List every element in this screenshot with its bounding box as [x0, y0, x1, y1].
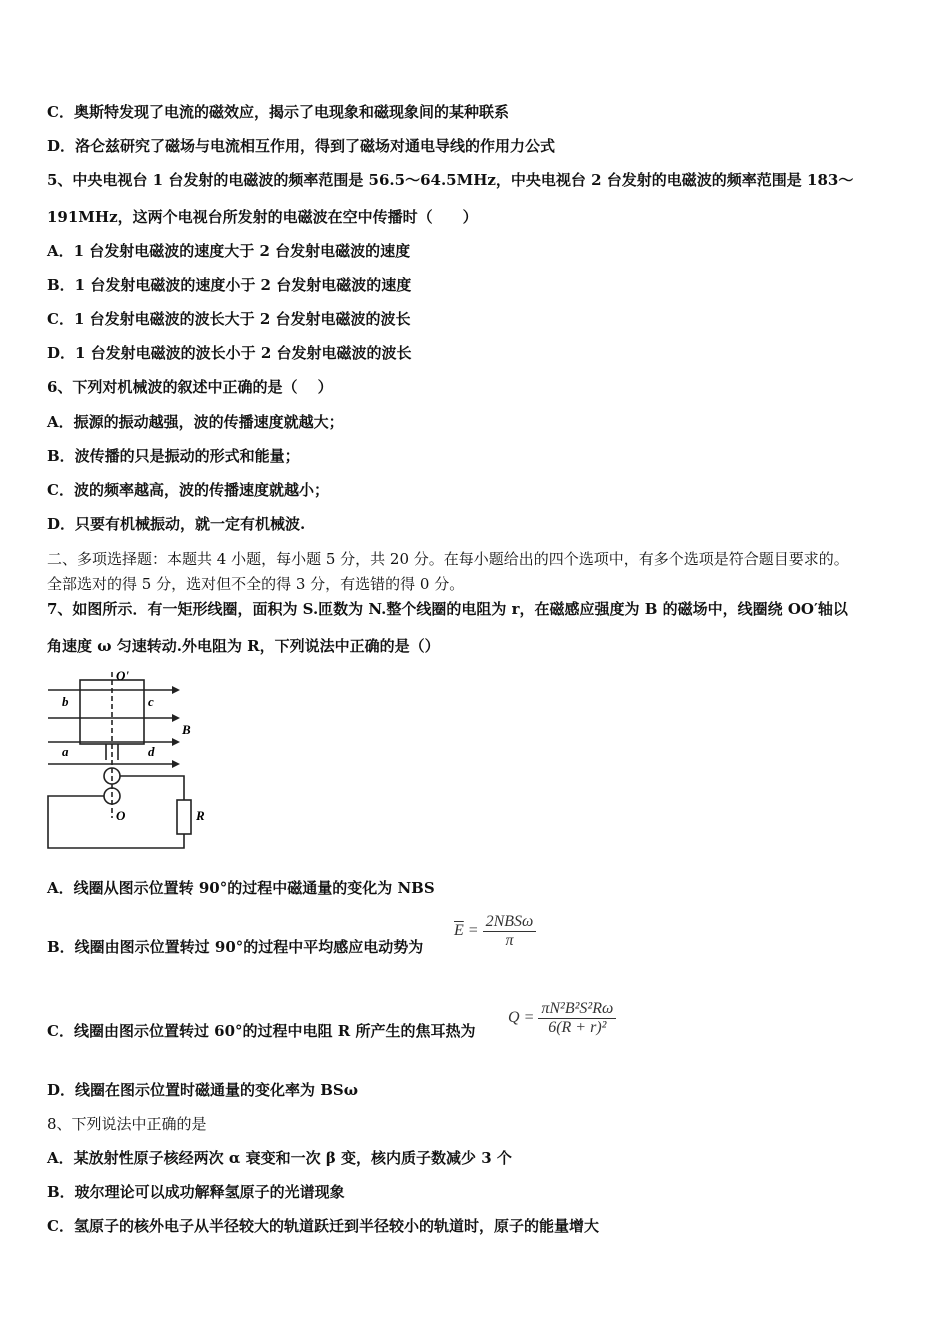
q8-option-b: B．玻尔理论可以成功解释氢原子的光谱现象 [47, 1183, 345, 1201]
q8-stem: 8、下列说法中正确的是 [47, 1115, 207, 1133]
q7-option-a: A．线圈从图示位置转 90°的过程中磁通量的变化为 NBS [47, 879, 435, 897]
fraction: $\frac{\text{2NBSω}}{\pi}$ [483, 913, 537, 950]
label-r: R [196, 808, 205, 823]
q6-stem: 6、下列对机械波的叙述中正确的是（ ） [47, 378, 333, 396]
section2-line1: 二、多项选择题：本题共 4 小题，每小题 5 分，共 20 分。在每小题给出的四个选项中，有多个选项是符合题目要求的。 [47, 550, 849, 568]
q6-option-b: B．波传播的只是振动的形式和能量； [47, 447, 300, 465]
q8-option-a: A．某放射性原子核经两次 α 衰变和一次 β 变，核内质子数减少 3 个 [47, 1149, 512, 1167]
q4-option-c: C．奥斯特发现了电流的磁效应，揭示了电现象和磁现象间的某种联系 [47, 103, 509, 121]
label-o-prime: O' [116, 668, 129, 683]
q7-stem-line2: 角速度 ω 匀速转动.外电阻为 R，下列说法中正确的是（） [47, 637, 440, 655]
q7-option-b: B．线圈由图示位置转过 90°的过程中平均感应电动势为 [47, 938, 424, 956]
q5-stem-line2: 191MHz，这两个电视台所发射的电磁波在空中传播时（ ） [47, 208, 478, 226]
section2-line2: 全部选对的得 5 分，选对但不全的得 3 分，有选错的得 0 分。 [47, 575, 465, 593]
q6-option-d: D．只要有机械振动，就一定有机械波. [47, 515, 306, 533]
q5-option-c: C．1 台发射电磁波的波长大于 2 台发射电磁波的波长 [47, 310, 411, 328]
q5-stem-line1: 5、中央电视台 1 台发射的电磁波的频率范围是 56.5～64.5MHz，中央电视台 2 台发射的电磁波的频率范围是 183～ [47, 171, 854, 189]
q7-c-formula: Q = $\frac{\text{πN²B²S²Rω}}{\text{6(R + r)²}}$ [508, 1000, 616, 1037]
q6-option-a: A．振源的振动越强，波的传播速度就越大； [47, 413, 344, 431]
q7-option-c: C．线圈由图示位置转过 60°的过程中电阻 R 所产生的焦耳热为 [47, 1022, 476, 1040]
q6-option-c: C．波的频率越高，波的传播速度就越小； [47, 481, 329, 499]
label-c: c [148, 694, 154, 709]
q4-option-d: D．洛仑兹研究了磁场与电流相互作用，得到了磁场对通电导线的作用力公式 [47, 137, 556, 155]
fraction: $\frac{\text{πN²B²S²Rω}}{\text{6(R + r)²}}$ [538, 1000, 616, 1037]
formula-lhs-e: $\overline{E}$ [454, 922, 464, 940]
label-field-b: B [182, 722, 191, 737]
q7-b-formula: $\overline{E}$ = $\frac{\text{2NBSω}}{\pi}$ [454, 913, 536, 950]
coil-figure [44, 668, 220, 854]
label-b: b [62, 694, 69, 709]
label-o: O [116, 808, 126, 823]
label-d: d [148, 744, 155, 759]
q5-option-b: B．1 台发射电磁波的速度小于 2 台发射电磁波的速度 [47, 276, 412, 294]
q7-option-d: D．线圈在图示位置时磁通量的变化率为 BSω [47, 1081, 359, 1099]
label-a: a [62, 744, 69, 759]
q7-stem-line1: 7、如图所示．有一矩形线圈，面积为 S.匝数为 N.整个线圈的电阻为 r，在磁感应强度为 B 的磁场中，线圈绕 OO′轴以 [47, 600, 848, 618]
q5-option-a: A．1 台发射电磁波的速度大于 2 台发射电磁波的速度 [47, 242, 411, 260]
q8-option-c: C．氢原子的核外电子从半径较大的轨道跃迁到半径较小的轨道时，原子的能量增大 [47, 1217, 599, 1235]
q5-option-d: D．1 台发射电磁波的波长小于 2 台发射电磁波的波长 [47, 344, 412, 362]
